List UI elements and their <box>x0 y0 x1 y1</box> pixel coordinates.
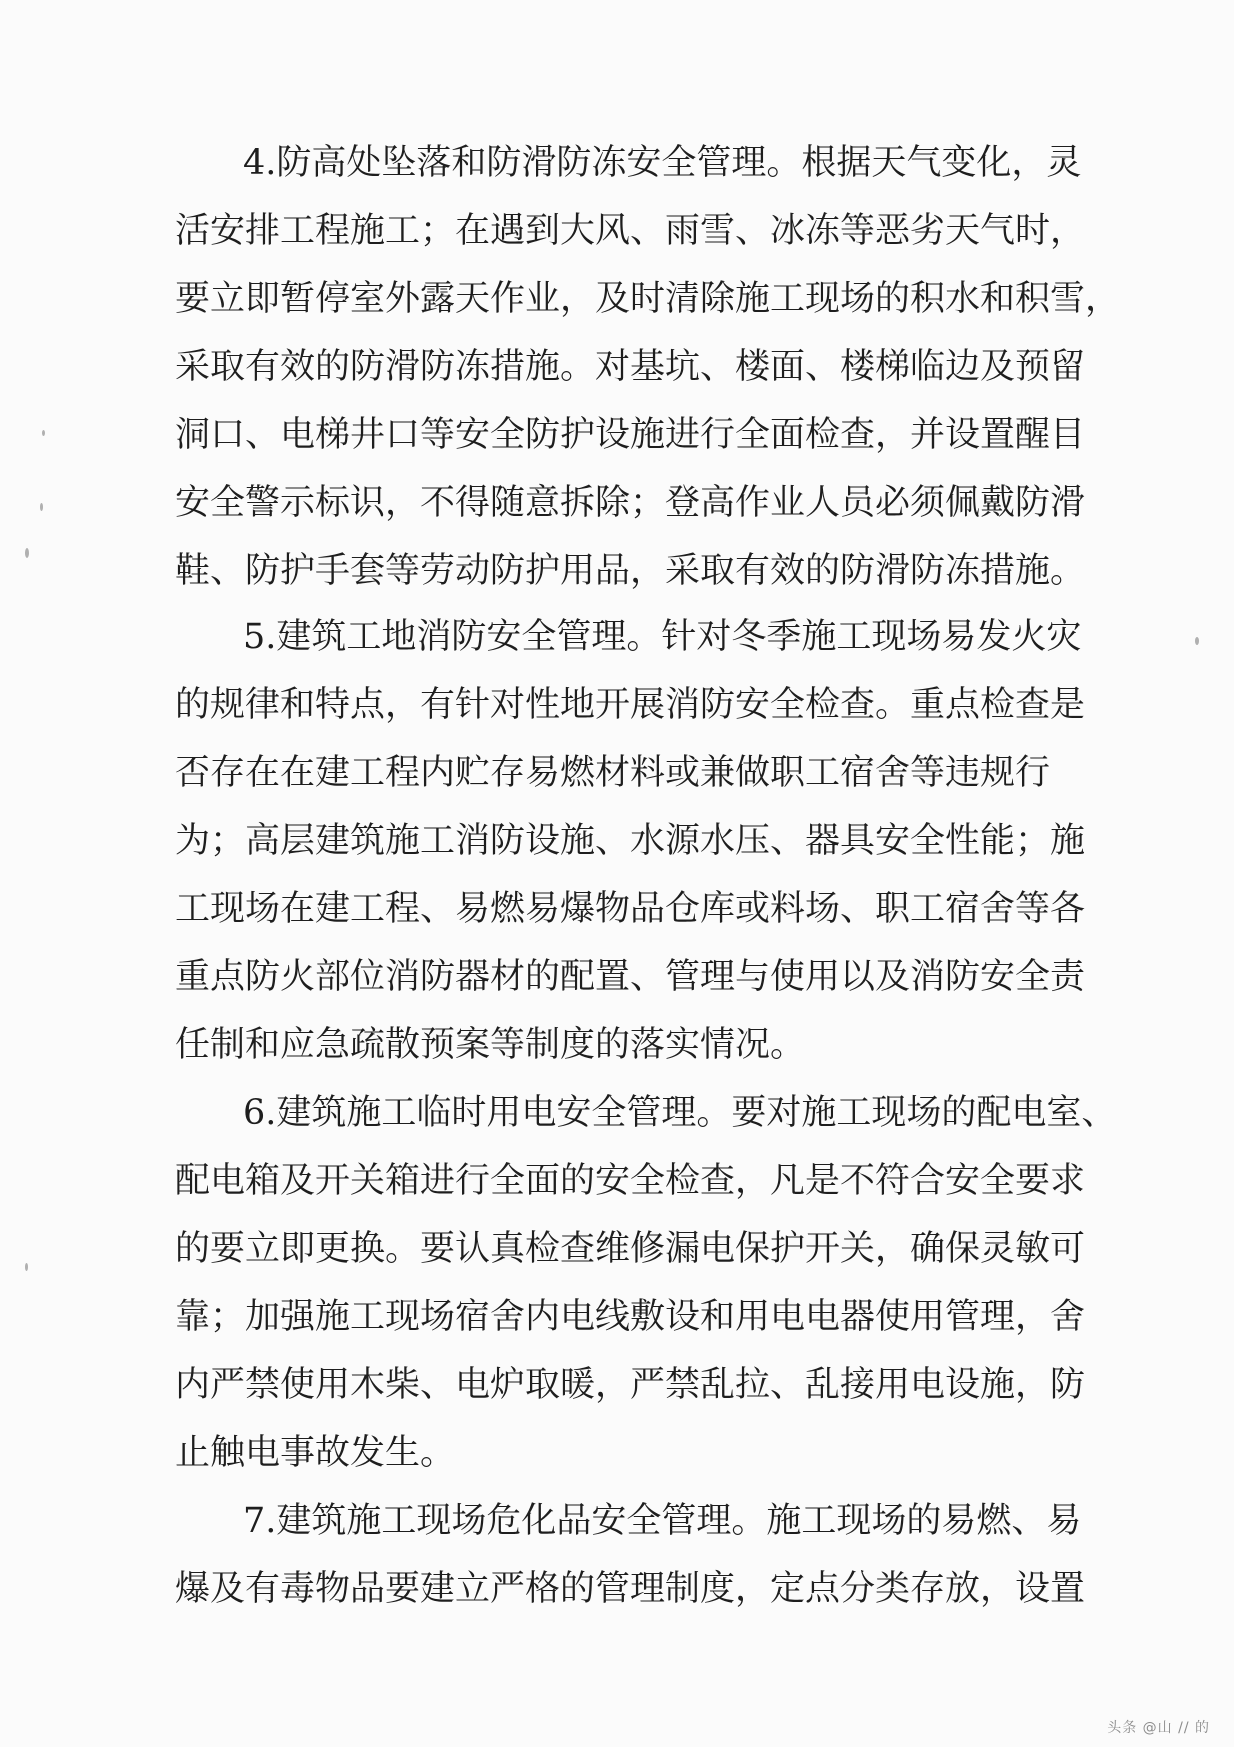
text-line-12: 工现场在建工程、易燃易爆物品仓库或料场、职工宿舍等各 <box>175 889 1086 929</box>
scan-speck-5 <box>25 1263 28 1271</box>
text-line-3: 要立即暂停室外露天作业，及时清除施工现场的积水和积雪， <box>175 279 1121 319</box>
text-line-4: 采取有效的防滑防冻措施。对基坑、楼面、楼梯临边及预留 <box>175 347 1086 387</box>
text-line-21: 7.建筑施工现场危化品安全管理。施工现场的易燃、易 <box>243 1501 1082 1541</box>
text-line-2: 活安排工程施工；在遇到大风、雨雪、冰冻等恶劣天气时， <box>175 211 1086 251</box>
text-line-19: 内严禁使用木柴、电炉取暖，严禁乱拉、乱接用电设施，防 <box>175 1365 1086 1405</box>
text-line-7: 鞋、防护手套等劳动防护用品，采取有效的防滑防冻措施。 <box>175 551 1086 591</box>
text-line-8: 5.建筑工地消防安全管理。针对冬季施工现场易发火灾 <box>243 617 1082 657</box>
text-line-22: 爆及有毒物品要建立严格的管理制度，定点分类存放，设置 <box>175 1569 1086 1609</box>
text-line-6: 安全警示标识，不得随意拆除；登高作业人员必须佩戴防滑 <box>175 483 1086 523</box>
text-line-1: 4.防高处坠落和防滑防冻安全管理。根据天气变化，灵 <box>243 143 1082 183</box>
text-line-14: 任制和应急疏散预案等制度的落实情况。 <box>175 1025 806 1065</box>
text-line-10: 否存在在建工程内贮存易燃材料或兼做职工宿舍等违规行 <box>175 753 1051 793</box>
text-line-20: 止触电事故发生。 <box>175 1433 456 1473</box>
scan-speck-2 <box>40 503 43 511</box>
scan-speck-3 <box>25 548 29 558</box>
text-line-13: 重点防火部位消防器材的配置、管理与使用以及消防安全责 <box>175 957 1086 997</box>
text-line-16: 配电箱及开关箱进行全面的安全检查，凡是不符合安全要求 <box>175 1161 1086 1201</box>
text-line-5: 洞口、电梯井口等安全防护设施进行全面检查，并设置醒目 <box>175 415 1086 455</box>
text-line-18: 靠；加强施工现场宿舍内电线敷设和用电电器使用管理，舍 <box>175 1297 1086 1337</box>
footer-watermark: 头条 @山 // 的 <box>1107 1720 1210 1736</box>
text-line-9: 的规律和特点，有针对性地开展消防安全检查。重点检查是 <box>175 685 1086 725</box>
text-line-17: 的要立即更换。要认真检查维修漏电保护开关，确保灵敏可 <box>175 1229 1086 1269</box>
scan-speck-1 <box>42 430 45 436</box>
scan-speck-4 <box>1195 637 1199 645</box>
text-line-15: 6.建筑施工临时用电安全管理。要对施工现场的配电室、 <box>243 1093 1117 1133</box>
text-line-11: 为；高层建筑施工消防设施、水源水压、器具安全性能；施 <box>175 821 1086 861</box>
